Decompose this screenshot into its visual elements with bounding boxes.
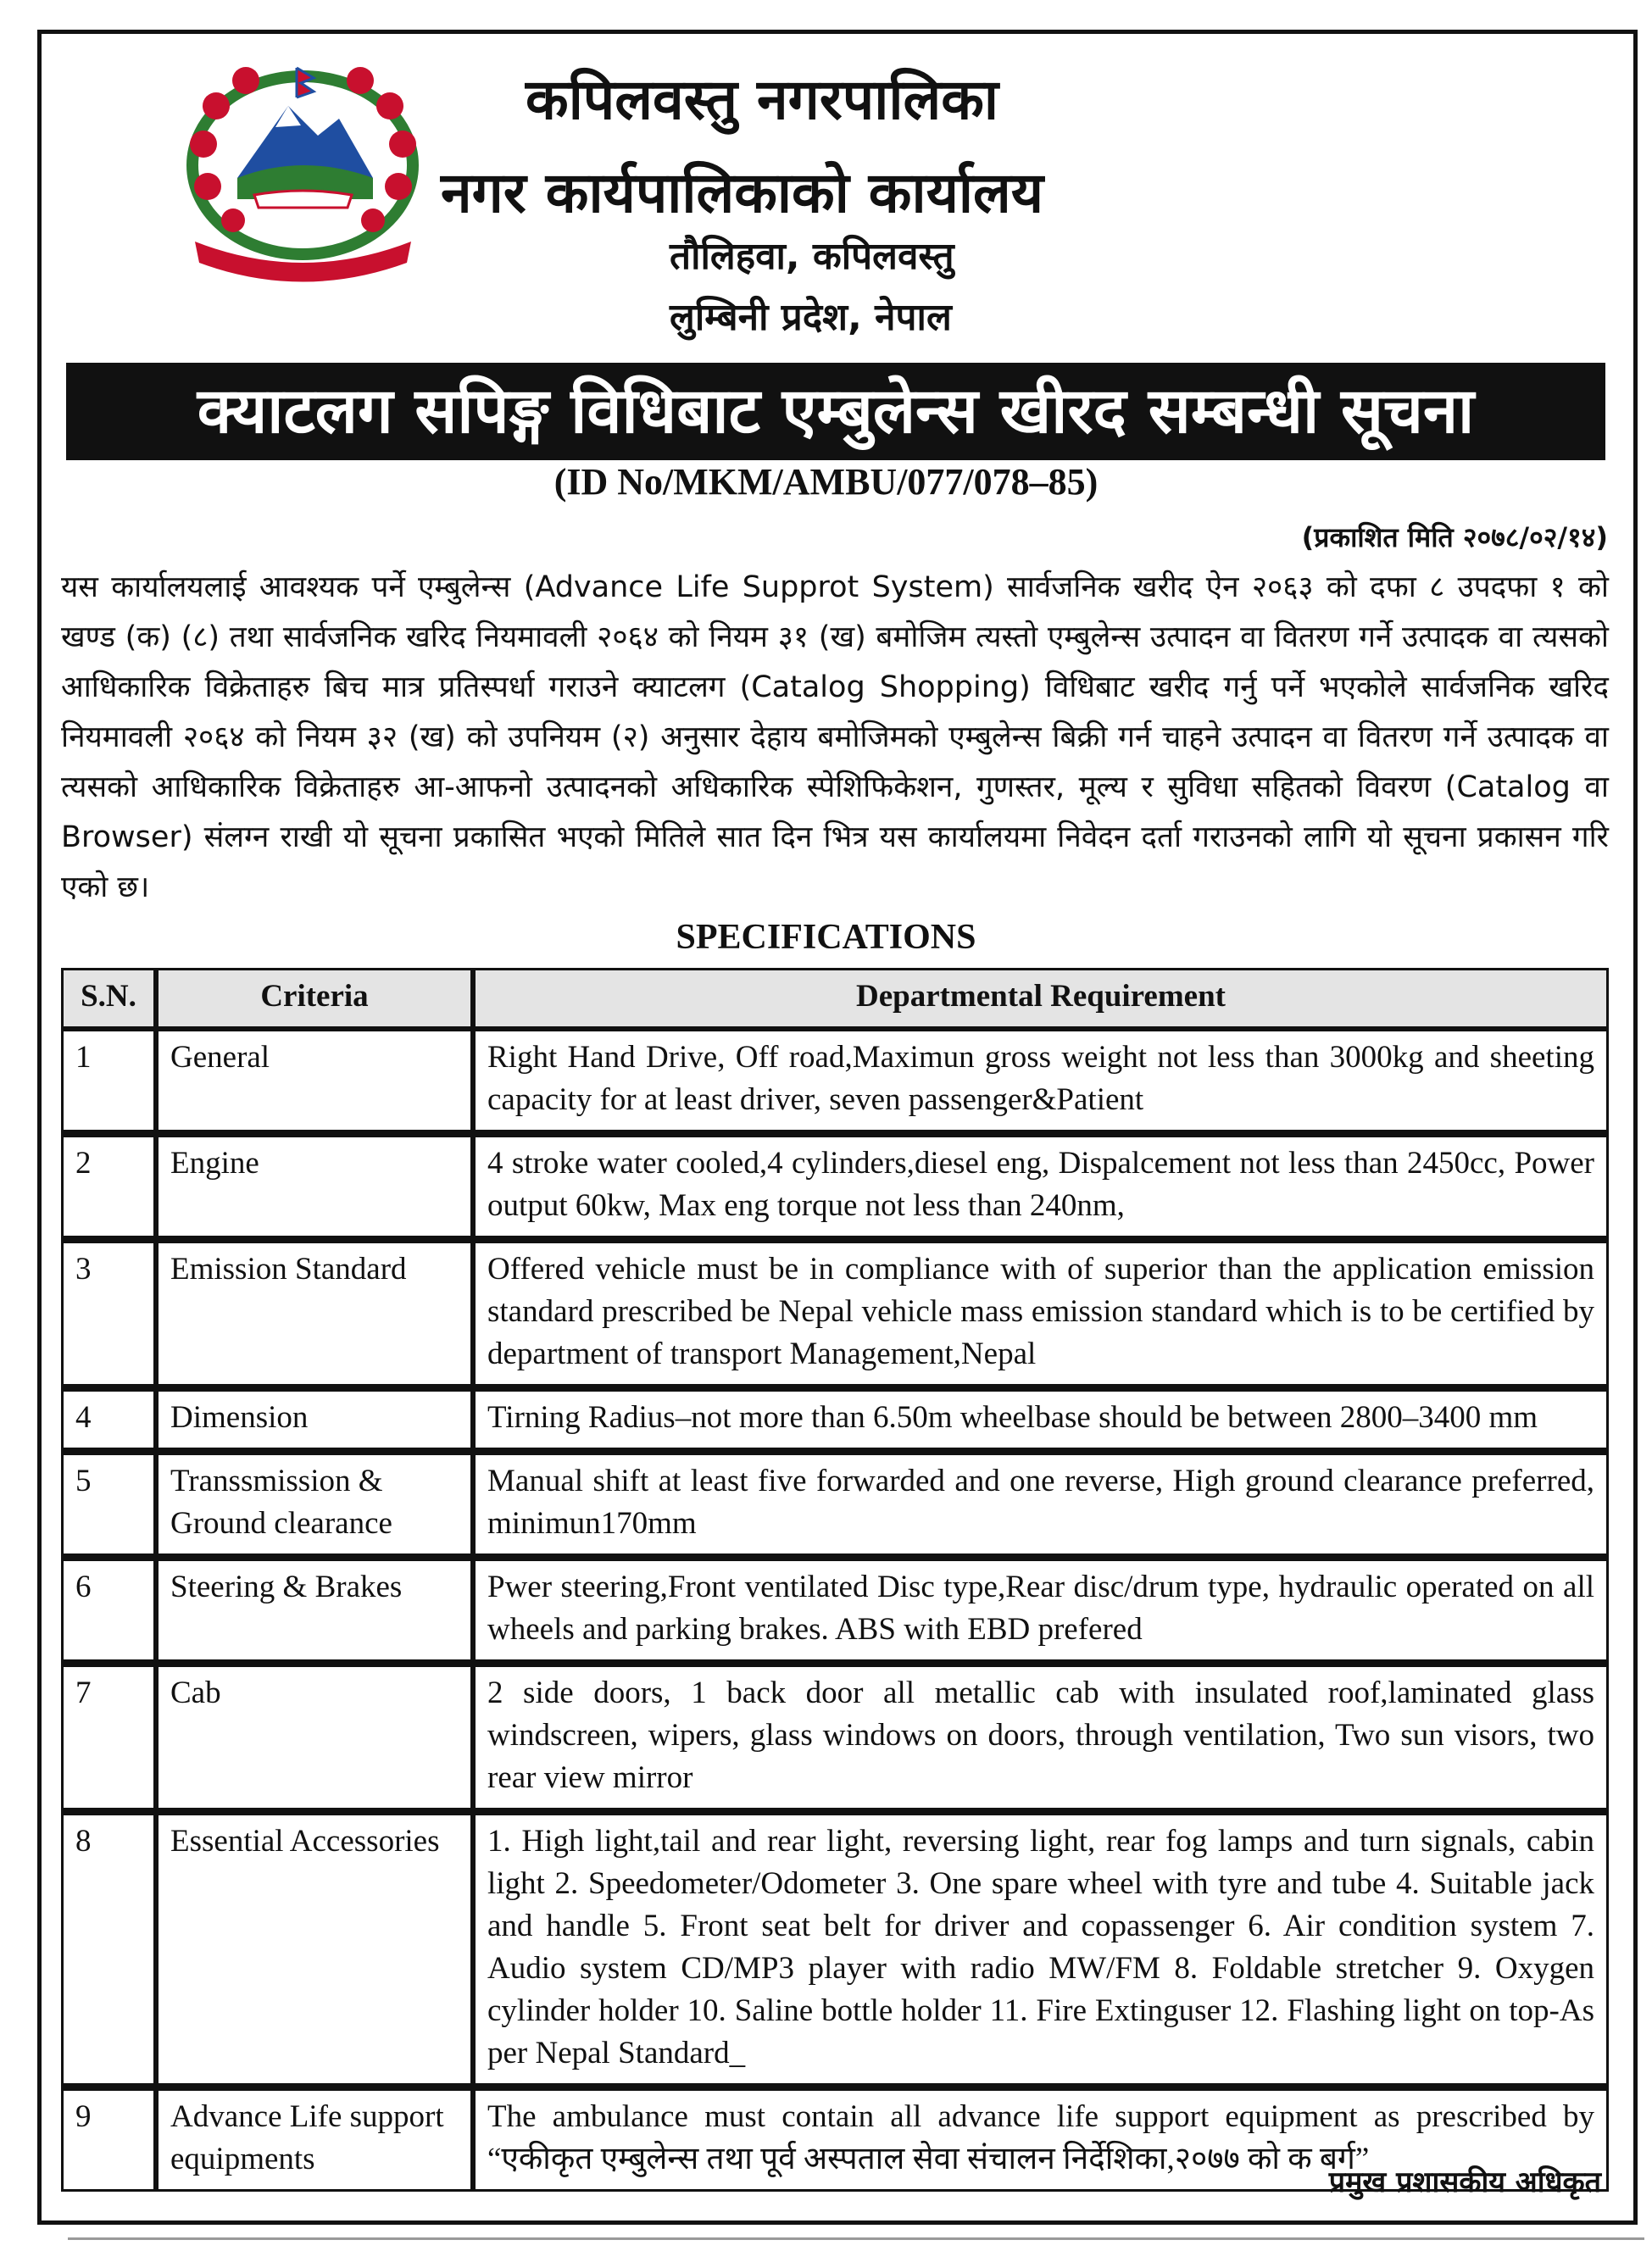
notice-body-text: यस कार्यालयलाई आवश्यक पर्ने एम्बुलेन्स (Advance Life Supprot System) सार्वजनिक खरीद ऐन २०६३ को दफा ८ उपदफा १ को खण्ड (क) (८) तथा सार्वजनिक खरिद नियमावली २०६४ को नियम ३१ (ख) बमोजिम त्यस्तो एम्बुलेन्स उत्पादन वा वितरण गर्ने उत्पादक वा त्यसको आधिकारिक विक्रेताहरु बिच मात्र प्रतिस्पर्धा गराउने क्याटलग (Catalog Shopping) विधिबाट खरीद गर्नु पर्ने भएकोले सार्वजनिक खरिद नियमावली २०६४ को नियम ३२ (ख) को उपनियम (२) अनुसार देहाय बमोजिमको एम्बुलेन्स बिक्री गर्न चाहने उत्पादन वा वितरण गर्ने उत्पादक वा त्यसको आधिकारिक विक्रेताहरु आ-आफनो उत्पादनको अधिकारिक स्पेशिफिकेशन, गुणस्तर, मूल्य र सुविधा सहितको विवरण (Catalog वा Browser) संलग्न राखी यो सूचना प्रकासित भएको मितिले सात दिन भित्र यस कार्यालयमा निवेदन दर्ता गराउनको लागि यो सूचना प्रकासन गरि एको छ। xyxy=(61,570,1609,904)
office-name: नगर कार्यपालिकाको कार्यालय xyxy=(441,160,1043,225)
header-requirement: Departmental Requirement xyxy=(473,968,1609,1029)
cell-requirement: Pwer steering,Front ventilated Disc type,Rear disc/drum type, hydraulic operated on all wheels and parking brakes. ABS with EBD prefered xyxy=(473,1556,1609,1662)
cell-sn: 6 xyxy=(61,1556,156,1662)
table-row xyxy=(61,1810,1609,2086)
cell-sn: 7 xyxy=(61,1662,156,1810)
cell-requirement: Manual shift at least five forwarded and one reverse, High ground clearance preferred, minimun170mm xyxy=(473,1450,1609,1556)
cell-criteria: Transsmission & Ground clearance xyxy=(156,1450,473,1556)
cell-sn: 1 xyxy=(61,1029,156,1132)
cell-criteria: Essential Accessories xyxy=(156,1810,473,2086)
cell-sn: 4 xyxy=(61,1387,156,1450)
province-line: लुम्बिनी प्रदेश, नेपाल xyxy=(670,296,952,339)
nepal-emblem-icon xyxy=(170,51,437,284)
cell-criteria: Advance Life support equipments xyxy=(156,2086,473,2192)
table-row xyxy=(61,1556,1609,1662)
cell-criteria: Cab xyxy=(156,1662,473,1810)
table-row xyxy=(61,1238,1609,1387)
municipality-name: कपिलवस्तु नगरपालिका xyxy=(526,67,998,132)
table-row xyxy=(61,1029,1609,1132)
specifications-heading: SPECIFICATIONS xyxy=(676,918,976,957)
table-row xyxy=(61,1387,1609,1450)
cell-sn: 3 xyxy=(61,1238,156,1387)
motto-ribbon xyxy=(195,242,411,282)
table-row xyxy=(61,1662,1609,1810)
cell-criteria: General xyxy=(156,1029,473,1132)
cell-sn: 8 xyxy=(61,1810,156,2086)
cell-requirement: The ambulance must contain all advance life support equipment as prescribed by “एकीकृत एम्बुलेन्स तथा पूर्व अस्पताल सेवा संचालन निर्देशिका,२०७७ को क बर्ग” xyxy=(473,2086,1609,2192)
table-row xyxy=(61,1132,1609,1238)
cell-requirement: Offered vehicle must be in compliance with of superior than the application emission standard prescribed be Nepal vehicle mass emission standard which is to be certified by department of transport Management,Nepal xyxy=(473,1238,1609,1387)
specifications-table xyxy=(61,968,1609,2192)
table-header-row xyxy=(61,968,1609,1029)
header-criteria: Criteria xyxy=(156,968,473,1029)
cell-sn: 9 xyxy=(61,2086,156,2192)
table-row xyxy=(61,1450,1609,1556)
cell-criteria: Steering & Brakes xyxy=(156,1556,473,1662)
cell-requirement: 2 side doors, 1 back door all metallic cab with insulated roof,laminated glass windscreen, wipers, glass windows on doors, through ventilation, Two sun visors, two rear view mirror xyxy=(473,1662,1609,1810)
cell-criteria: Emission Standard xyxy=(156,1238,473,1387)
cell-requirement: 1. High light,tail and rear light, reversing light, rear fog lamps and turn signals, cabin light 2. Speedometer/Odometer 3. One spare wheel with tyre and tube 4. Suitable jack and handle 5. Front seat belt for driver and copassenger 6. Air condition system 7. Audio system CD/MP3 player with radio MW/FM 8. Foldable stretcher 9. Oxygen cylinder holder 10. Saline bottle holder 11. Fire Extinguser 12. Flashing light on top-As per Nepal Standard_ xyxy=(473,1810,1609,2086)
notice-title-banner: क्याटलग सपिङ्ग विधिबाट एम्बुलेन्स खीरद सम्बन्धी सूचना xyxy=(66,363,1605,460)
bottom-divider xyxy=(68,2237,1644,2240)
cell-criteria: Dimension xyxy=(156,1387,473,1450)
address-line: तौलिहवा, कपिलवस्तु xyxy=(670,235,954,278)
cell-criteria: Engine xyxy=(156,1132,473,1238)
cell-requirement: 4 stroke water cooled,4 cylinders,diesel eng, Dispalcement not less than 2450cc, Power output 60kw, Max eng torque not less than 240nm, xyxy=(473,1132,1609,1238)
header-sn: S.N. xyxy=(61,968,156,1029)
cell-sn: 2 xyxy=(61,1132,156,1238)
cell-requirement: Tirning Radius–not more than 6.50m wheelbase should be between 2800–3400 mm xyxy=(473,1387,1609,1450)
map-outline xyxy=(254,191,352,208)
cell-sn: 5 xyxy=(61,1450,156,1556)
signatory-title: प्रमुख प्रशासकीय अधिकृत xyxy=(1328,2165,1601,2199)
id-number: (ID No/MKM/AMBU/077/078–85) xyxy=(553,461,1099,503)
publish-date: (प्रकाशित मिति २०७८/०२/१४) xyxy=(1301,521,1608,553)
cell-requirement: Right Hand Drive, Off road,Maximun gross weight not less than 3000kg and sheeting capacity for at least driver, seven passenger&Patient xyxy=(473,1029,1609,1132)
